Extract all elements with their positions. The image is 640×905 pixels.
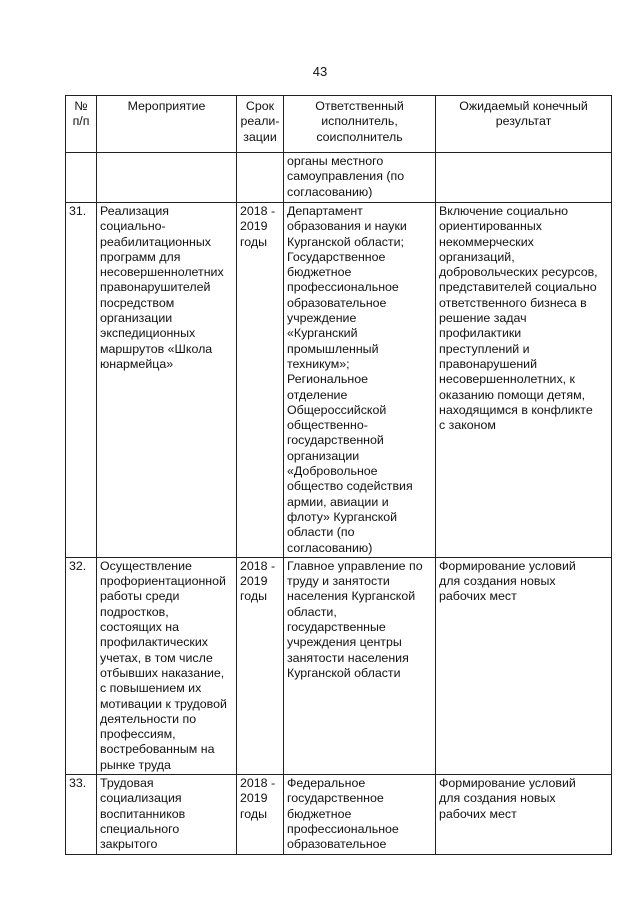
cell-event: Реализация социально- реабилитационных программ для несовершеннолетних правонарушителей посредством организации экспедиционных маршрутов «Школа юнармейца» <box>97 203 237 558</box>
header-event: Мероприятие <box>97 96 237 153</box>
table-row <box>66 774 612 854</box>
cell-number: 32. <box>66 557 97 774</box>
cell-term: 2018 - 2019 годы <box>237 203 284 558</box>
cell-responsible: органы местного самоуправления (по согласованию) <box>284 153 436 203</box>
table-row <box>66 557 612 774</box>
table-row <box>66 153 612 203</box>
header-term: Срок реали- зации <box>237 96 284 153</box>
cell-responsible: Главное управление по труду и занятости населения Курганской области, государственные учреждения центры занятости населения Курганской области <box>284 557 436 774</box>
cell-term: 2018 - 2019 годы <box>237 774 284 854</box>
cell-term: 2018 - 2019 годы <box>237 557 284 774</box>
cell-term <box>237 153 284 203</box>
cell-number: 31. <box>66 203 97 558</box>
page-number: 43 <box>312 64 328 79</box>
header-responsible: Ответственный исполнитель, соисполнитель <box>284 96 436 153</box>
measures-table <box>65 95 612 855</box>
cell-responsible: Федеральное государственное бюджетное профессиональное образовательное <box>284 774 436 854</box>
cell-event: Трудовая социализация воспитанников специального закрытого <box>97 774 237 854</box>
cell-event: Осуществление профориентационной работы среди подростков, состоящих на профилактических учетах, в том числе отбывших наказание, с повышением их мотивации к трудовой деятельности по профессиям, востребованным на рынке труда <box>97 557 237 774</box>
cell-event <box>97 153 237 203</box>
table-row <box>66 203 612 558</box>
cell-responsible: Департамент образования и науки Курганской области; Государственное бюджетное профессиональное образовательное учреждение «Курганский промышленный техникум»; Региональное отделение Общероссийской общественно- государственной организации «Добровольное общество содействия армии, авиации и флоту» Курганской области (по согласованию) <box>284 203 436 558</box>
cell-result: Формирование условий для создания новых рабочих мест <box>436 557 612 774</box>
header-result: Ожидаемый конечный результат <box>436 96 612 153</box>
cell-result: Включение социально ориентированных некоммерческих организаций, добровольческих ресурсов, представителей социально ответственного бизнеса в решение задач профилактики преступлений и правонарушений несовершеннолетних, к оказанию помощи детям, находящимся в конфликте с законом <box>436 203 612 558</box>
cell-result: Формирование условий для создания новых рабочих мест <box>436 774 612 854</box>
table-header-row <box>66 96 612 153</box>
cell-number <box>66 153 97 203</box>
header-number: № п/п <box>66 96 97 153</box>
cell-result <box>436 153 612 203</box>
cell-number: 33. <box>66 774 97 854</box>
